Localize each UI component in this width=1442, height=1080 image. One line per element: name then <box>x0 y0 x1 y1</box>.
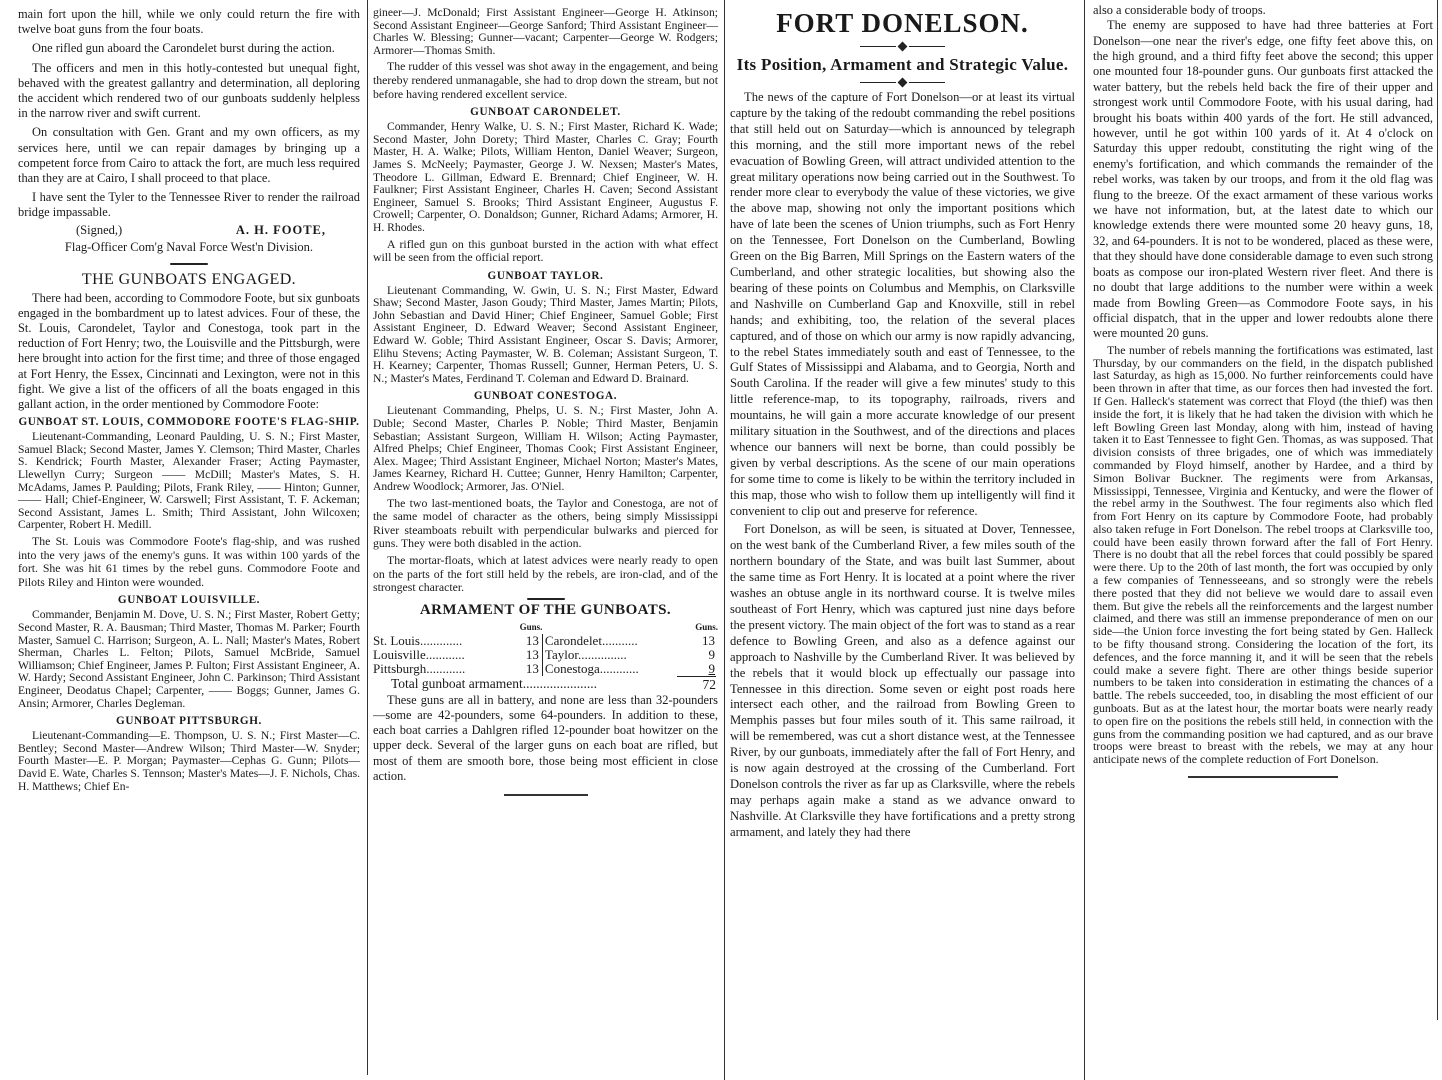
paragraph: Fort Donelson, as will be seen, is situated at Dover, Tennessee, on the west bank of the Cumberland River, a few miles south of the northern boundary of the State, and was built last Summer, about the same time as Fort Henry. It is located at a point where the river washes an obtuse angle in its northward course. It is twelve miles southeast of Fort Henry, which was captured just nine days before the present victory. The main object of the fort was to stand as a rear defence to Bowling Green, and also as a defence against our approach to Nashville by the Cumberland River. It was believed by the rebels that it would block up effectually our passage into Tennessee in this direction. Some seven or eight post roads here intersect each other, and the railroad from Bowling Green to Memphis passes but four miles south of it. This same railroad, it will be remembered, was cut a short distance west, at the Tennessee River, by our gunboats, immediately after the fall of Fort Henry, and is now again destroyed at the crossing of the Cumberland. Fort Donelson controls the river as far up as Clarksville, where the rebels may perhaps again make a stand as we advance onward to Nashville. At Clarksville they have fortifications and a pretty strong armament, and lately they had there <box>730 522 1075 839</box>
armament-row <box>373 662 718 676</box>
paragraph: The rudder of this vessel was shot away in the engagement, and being thereby rendered unmanagable, she had to drop down the stream, but not before having rendered excellent service. <box>373 59 718 101</box>
boat-name: Pittsburgh............ <box>373 660 466 676</box>
paragraph: These guns are all in battery, and none are less than 32-pounders—some are 42-pounders, some 64-pounders. In addition to these, each boat carries a Dahlgren rifled 12-pounder boat howitzer on the upper deck. Several of the larger guns on each boat are rifled, but most of them are smooth bore, those being most efficient in close action. <box>373 692 718 783</box>
section-divider <box>170 263 208 265</box>
paragraph: On consultation with Gen. Grant and my own officers, as my services here, until we can repair damages by bringing up a competent force from Cairo to attack the fort, are much less required than they are at Cairo, I shall proceed to that place. <box>18 125 360 186</box>
subheading-conestoga: GUNBOAT CONESTOGA. <box>473 390 618 403</box>
paragraph: also a considerable body of troops. <box>1093 3 1266 17</box>
paragraph: The two last-mentioned boats, the Taylor and Conestoga, are not of the same model of character as the others, being simply Mississippi River steamboats rebuilt with perpendicular bulwarks and pierced for guns. They were both disabled in the action. <box>373 495 718 551</box>
subheading-carondelet: GUNBOAT CARONDELET. <box>470 106 621 119</box>
gun-count: 13 <box>525 660 539 676</box>
officer-list: Lieutenant-Commanding—E. Thompson, U. S. N.; First Master—C. Bentley; Second Master—Andrew Wilson; Third Master—W. Snyder; Fourth Master—E. P. Morgan; Paymaster—Cephas G. Gunn; Pilots—David E. Wate, Charles S. Tennson; Master's Mates—J. F. Nichols, Chas. H. Matthews; Chief En- <box>18 729 360 793</box>
officer-list: Lieutenant Commanding, Phelps, U. S. N.; First Master, John A. Duble; Second Master, Charles P. Noble; Third Master, Benjamin Sebastian; Assistant Surgeon, William H. Wilson; Acting Paymaster, Alfred Phelps; Chief Engineer, Thomas Cook; First Assistant Engineer, Alex. Magee; Third Assistant Engineer, Michael Norton; Master's Mates, James Kearney, Richard H. Cuttee; Gunner, Henry Hamilton; Carpenter, Andrew Woodlock; Armorer, Jas. O'Niel. <box>373 404 718 493</box>
signed-label: (Signed,) <box>76 222 123 237</box>
end-divider <box>1188 776 1338 778</box>
column-4 <box>1093 0 1433 1080</box>
gun-count: 9 <box>708 646 715 662</box>
total-value: 72 <box>677 676 717 693</box>
paragraph: The officers and men in this hotly-contested but unequal fight, behaved with the greatest gallantry and determination, all deploring the accident which rendered two of our gunboats suddenly helpless in the narrow river and swift current. <box>18 60 360 121</box>
boat-name: Carondelet........... <box>542 634 684 648</box>
guns-column-header: Guns. <box>695 621 718 632</box>
signed-title: Flag-Officer Com'g Naval Force West'n Division. <box>64 239 314 254</box>
armament-row <box>373 634 718 648</box>
officer-list: Lieutenant Commanding, W. Gwin, U. S. N.; First Master, Edward Shaw; Second Master, Jason Goudy; Third Master, James Martin; Pilots, John Sebastian and David Hiner; Chief Engineer, Samuel Goble; First Assistant Engineer, D. Edward Weaver; Second Assistant Engineer, Edward W. Goble; Third Assistant Engineer, Oscar S. Davis; Armorer, Elihu Stevens; Acting Paymaster, W. B. Coleman; Assistant Surgeon, T. H. Kearney; Carpenter, Thomas Russell; Gunner, Herman Peters, U. S. N.; Master's Mates, Ferdinand T. Coleman and Edward D. Brainard. <box>373 283 718 385</box>
officer-list: Commander, Benjamin M. Dove, U. S. N.; First Master, Robert Getty; Second Master, R. A. Bausman; Third Master, Thomas M. Parker; Fourth Master, Samuel C. Harrison; Surgeon, A. L. Nall; Master's Mates, Robert Sherman, Charles L. Felton; Pilots, Samuel McBride, Samuel Williamson; Chief Engineer, James P. Fulton; First Assistant Engineer, A. W. Hardy; Second Assistant Engineer, John C. Parkinson; Third Assistant Engineer, Deodatus Chapel; Carpenter, —— Boggs; Gunner, James G. Ansin; Armorer, Charles Degleman. <box>18 608 360 710</box>
subheading-taylor: GUNBOAT TAYLOR. <box>487 269 604 282</box>
gun-count: 13 <box>525 646 539 662</box>
armament-row <box>373 648 718 662</box>
boat-name: Taylor............... <box>542 648 684 662</box>
gun-count: 9 <box>708 660 715 676</box>
armament-table <box>373 620 718 676</box>
officer-list: gineer—J. McDonald; First Assistant Engineer—George H. Atkinson; Second Assistant Engineer—George Sanford; Third Assistant Engineer—Charles W. Blessing; Gunner—vacant; Carpenter—George W. Rodgers; Armorer—Thomas Smith. <box>373 6 718 57</box>
column-rule <box>1437 0 1438 1020</box>
section-divider <box>527 598 565 600</box>
column-rule <box>1084 0 1085 1080</box>
armament-total <box>373 676 718 693</box>
subheading-st-louis: GUNBOAT ST. LOUIS, COMMODORE FOOTE'S FLAG-SHIP. <box>18 416 360 429</box>
end-divider <box>504 794 588 796</box>
armament-heading: ARMAMENT OF THE GUNBOATS. <box>419 601 672 618</box>
ornament-divider <box>730 79 1075 86</box>
officer-list: Commander, Henry Walke, U. S. N.; First Master, Richard K. Wade; Second Master, John Dorety; Third Master, Charles C. Gray; Fourth Master, H. A. Walke; Pilots, William Henton, Daniel Weaver; Surgeon, James S. McNeely; Paymaster, George J. W. Nexsen; Master's Mates, Theodore L. Gillman, Edward E. Brennard; Chief Engineer, W. H. Faulkner; First Assistant Engineer, Charles H. Caven; Second Assistant Engineer, Samuel S. Brooks; Third Assistant Engineer, Augustus F. Crowell; Carpenter, O. Donaldson; Gunner, Richard Adams; Armorer, H. H. Rhodes. <box>373 120 718 234</box>
gun-count: 13 <box>525 632 539 648</box>
column-rule <box>724 0 725 1080</box>
paragraph: The news of the capture of Fort Donelson—or at least its virtual capture by the taking of the redoubt commanding the rebel positions that still held out on Saturday—which is announced by telegraph this morning, and the still more important news of the rebel evacuation of Bowling Green, will attract undivided attention to the great military operations now being carried out in the Southwest. To render more clear to everybody the value of these victories, we give the above map, showing not only the important positions which have of late been the scenes of Union triumphs, such as Fort Henry on the Tennessee, Fort Donelson on the Cumberland, Bowling Green on the Big Barren, Mill Springs on the Eastern waters of the Cumberland, and other strategic localities, but showing also the bearing of these points on Columbus and Memphis, on Clarksville and Nashville on Cumberland Gap and Knoxville, still in rebel hands; and exhibiting, too, the relation of the several places captured, and of those on which our army is now rapidly advancing, to the rebel States immediately south and east of Tennessee, to the Gulf States of Mississippi and Alabama, and to Georgia, North and South Carolina. If the reader will give a few minutes' study to this little reference-map, to its topography, railroads, rivers and mountains, he will gain a more accurate knowledge of our present military situation in the Southwest, and of the directions and places whence our banners will next be borne, than could possibly be given by verbal descriptions. As the scene of our main operations for some time to come is likely to be within the territory included in this map, those who wish to follow them up intelligently will find it convenient to clip out and preserve for reference. <box>730 90 1075 518</box>
paragraph: The number of rebels manning the fortifications was estimated, last Thursday, by our commanders on the field, in the dispatch published last Saturday, as high as 15,000. No further reinforcements could have been thrown in after that time, as our forces then had invested the fort. If Gen. Halleck's statement was correct that Floyd (the thief) was then inside the fort, it is likely that he had taken the division with which he left Bowling Green last Monday, along with him, instead of having taken it to East Tennessee to fight Gen. Thomas, as was supposed. That division consists of three brigades, one of which was immediately commanded by Floyd himself, another by Hardee, and a third by Simon Bolivar Buckner. The regiments were from Arkansas, Mississippi, Tennessee, Virginia and Kentucky, and were the flower of the rebel army in the Southwest. The four regiments also which fled from Fort Henry on its capture by Commodore Foote, had probably also taken refuge in Fort Donelson. The rebel troops at Clarksville too, could have been easily thrown forward after the fall of Fort Henry. There is no doubt that all the rebel forces that could possibly be spared were there. Up to the 20th of last month, the fort was occupied by only a few companies of Tennesseeans, and so strongly were the rebels there posted that they did not believe we would dare to assail even them. But give the rebels all the reinforcements and the largest number claimed, and there was still an immense preponderance of men on our side—the Union force investing the fort being stated by Gen. Halleck to be fifty thousand strong. Considering the location of the fort, its defences, and the force manning it, and it will be seen that the rebels could make a severe fight. There are other things beside superior numbers to be taken into consideration in estimating the chances of a battle. The rebels succeeded, too, in disabling the most efficient of our gunboats. But as at the latest hour, the mortar boats were nearly ready to open fire on the positions the rebels still held, in connection with the guns from the commanding position we had captured, and as our brave troops were breast to breast with the rebels, we may at any hour anticipate news of the complete reduction of Fort Donelson. <box>1093 342 1433 767</box>
paragraph: The enemy are supposed to have had three batteries at Fort Donelson—one near the river's edge, one fifty feet above this, on the high ground, and a third fifty feet above the second; this upper one mounted four 18-pounder guns. Our gunboats first attacked the water battery, but the rebels held back the fire of their upper and strongest work until Commodore Foote, with his usual daring, had brought his boats within 400 yards of the fort. He still advanced, however, until he got within 100 yards of it. At 4 o'clock on Saturday this upper redoubt, constituting the right wing of the enemy's fortification, and which commands the remainder of the rebel works, was taken by our troops, and from it the old flag was flung to the breeze. Of the exact armament of these various works we have not information, but, at the latest date to which our knowledge extends there were mounted some 20 heavy guns, 18, 32, and 64-pounders. It is not to be wondered, placed as these were, that they should have done considerable damage to even such strong boats as compose our iron-plated Western river fleet. And there is no doubt that large additions to the number were within a week made from Bowling Green—as Commodore Foote says, in his official dispatch, that in the upper and lower redoubts alone there were mounted 20 guns. <box>1093 18 1433 341</box>
guns-column-header: Guns. <box>519 621 543 632</box>
column-rule <box>367 0 368 1075</box>
paragraph: The mortar-floats, which at latest advices were nearly ready to open on the parts of the fort still held by the rebels, are iron-clad, and of the strongest character. <box>373 552 718 595</box>
column-3 <box>730 0 1075 1080</box>
column-1 <box>18 0 360 1080</box>
total-label: Total gunboat armament...................... <box>391 675 598 691</box>
paragraph: main fort upon the hill, while we only could return the fire with twelve boat guns from the four boats. <box>18 7 360 37</box>
boat-name: Louisville............ <box>373 646 465 662</box>
paragraph: The St. Louis was Commodore Foote's flag-ship, and was rushed into the very jaws of the enemy's guns. It was within 100 yards of the fort. She was hit 61 times by the rebel guns. Commodore Foote and Pilots Riley and Hinton were wounded. <box>18 534 360 589</box>
subheading-pittsburgh: GUNBOAT PITTSBURGH. <box>116 715 262 728</box>
article-title: FORT DONELSON. <box>776 8 1029 38</box>
gun-count: 13 <box>702 632 715 648</box>
subheading-louisville: GUNBOAT LOUISVILLE. <box>117 594 261 607</box>
paragraph: I have sent the Tyler to the Tennessee River to render the railroad bridge impassable. <box>18 190 360 220</box>
ornament-divider <box>730 43 1075 50</box>
paragraph: A rifled gun on this gunboat bursted in the action with what effect will be seen from the official report. <box>373 236 718 265</box>
paragraph: There had been, according to Commodore Foote, but six gunboats engaged in the bombardment up to latest advices. Four of these, the St. Louis, Carondelet, Taylor and Conestoga, took part in the reduction of Fort Henry; two, the Louisville and the Pittsburgh, were here brought into action for the first time; and three of those engaged at Fort Henry, the Essex, Cincinnati and Lexington, were not in this fight. We give a list of the officers of all the boats engaged in this gallant action, in the order mentioned by Commodore Foote: <box>18 290 360 412</box>
signed-name: A. H. FOOTE, <box>235 222 326 237</box>
section-heading: THE GUNBOATS ENGAGED. <box>81 270 297 288</box>
boat-name: St. Louis............. <box>373 632 463 648</box>
article-subtitle: Its Position, Armament and Strategic Value. <box>736 55 1069 74</box>
column-2 <box>373 0 718 1080</box>
paragraph: One rifled gun aboard the Carondelet burst during the action. <box>32 41 335 56</box>
signature-line <box>18 223 360 238</box>
boat-name: Conestoga............ <box>542 662 684 676</box>
officer-list: Lieutenant-Commanding, Leonard Paulding, U. S. N.; First Master, Samuel Black; Second Master, James Y. Clemson; Third Master, Charles S. Kendrick; Fourth Master, Alexander Fraser; Acting Paymaster, Llewellyn Curry; Surgeon —— McDill; Master's Mates, S. H. McAdams, James P. Paulding; Pilots, Frank Riley, —— Hinton; Gunner, —— Hall; Chief-Engineer, W. Carswell; First Assistant, T. F. Ackeman; Second Assistant, James L. Smith; Third Assistant, John Wilcoxen; Carpenter, Robert H. Medill. <box>18 430 360 532</box>
